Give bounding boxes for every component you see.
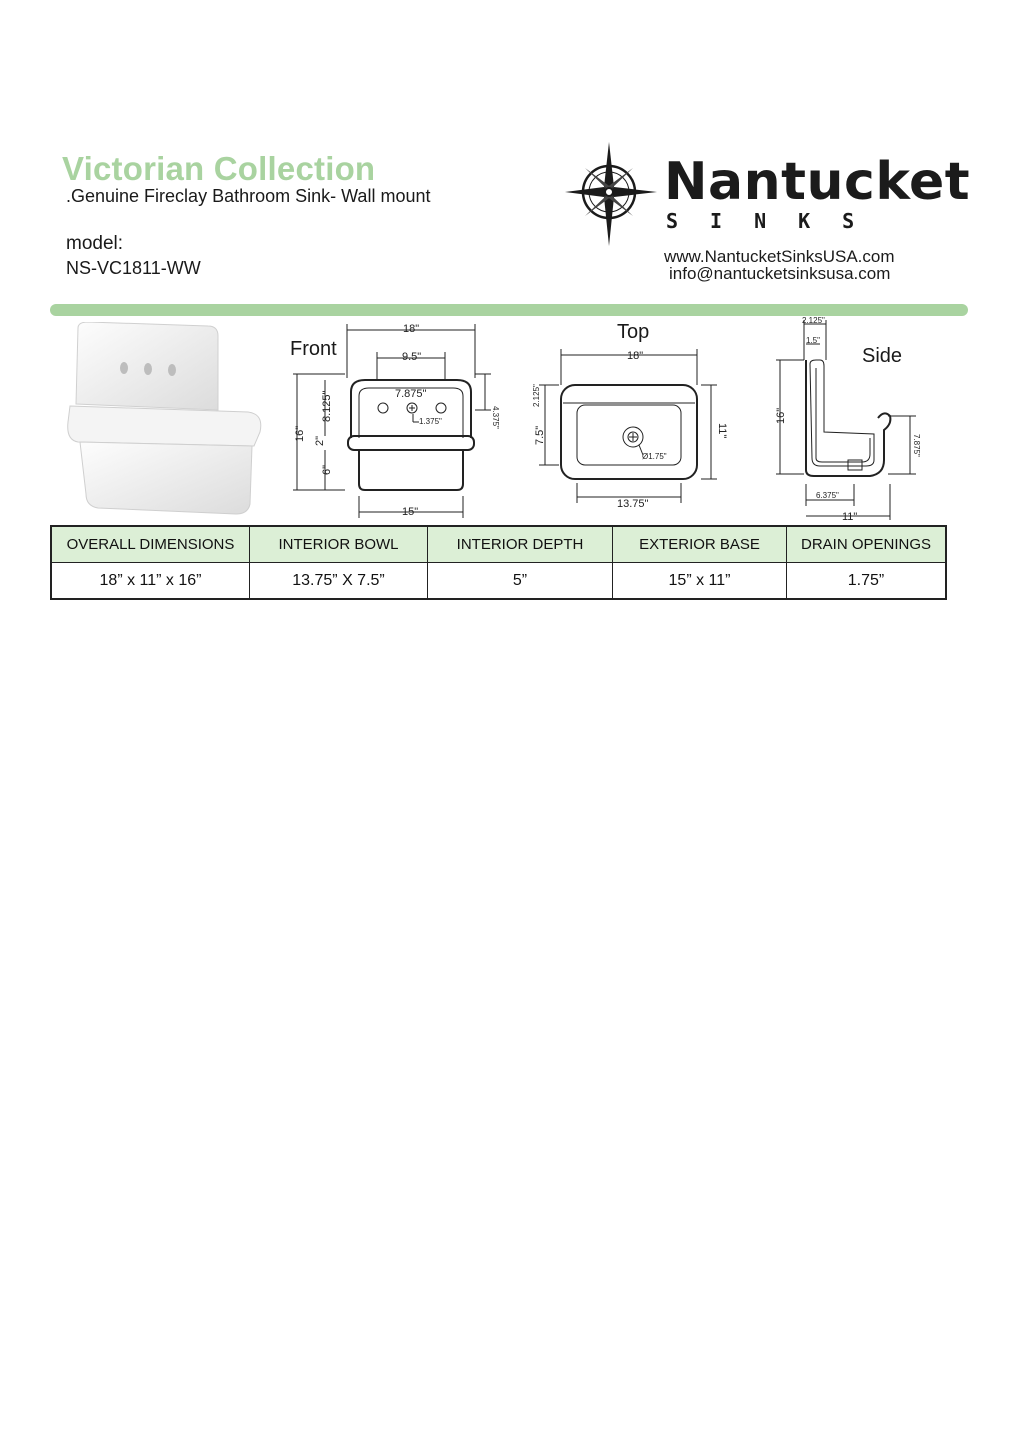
top-view-label: Top xyxy=(617,321,650,343)
value-interior-bowl: 13.75” X 7.5” xyxy=(250,563,428,600)
model-label: model: xyxy=(66,233,124,254)
top-view-drawing xyxy=(525,345,735,515)
front-dim-back-height: 8.125" xyxy=(321,390,333,422)
brand-subname: SINKS xyxy=(666,209,887,233)
side-dim-rim-height: 7.875" xyxy=(912,434,921,457)
front-dim-base-width: 15" xyxy=(402,506,419,518)
top-dim-bowl-width: 13.75" xyxy=(617,498,649,510)
value-overall-dimensions: 18” x 11” x 16” xyxy=(51,563,250,600)
top-dim-total-depth: 11" xyxy=(716,423,728,439)
front-view-label: Front xyxy=(290,338,337,360)
email-link[interactable]: info@nantucketsinksusa.com xyxy=(669,264,891,283)
side-dim-base-offset: 6.375" xyxy=(816,491,839,500)
side-dim-depth: 11" xyxy=(842,511,858,523)
top-dim-drain: Ø1.75" xyxy=(642,452,667,461)
side-dim-top-a: 2.125" xyxy=(802,316,825,325)
front-view-drawing xyxy=(285,318,500,523)
header-interior-depth: INTERIOR DEPTH xyxy=(428,526,613,563)
value-interior-depth: 5” xyxy=(428,563,613,600)
compass-rose-logo-icon xyxy=(565,142,661,248)
front-dim-height-total: 16" xyxy=(294,425,306,442)
table-row xyxy=(51,563,946,600)
front-dim-base-height: 6" xyxy=(321,464,333,475)
value-drain-openings: 1.75” xyxy=(787,563,947,600)
front-dim-hole-offset: 1.375" xyxy=(419,417,442,426)
model-number: NS-VC1811-WW xyxy=(66,258,201,278)
website-link[interactable]: www.NantucketSinksUSA.com xyxy=(664,247,895,266)
top-dim-width: 18" xyxy=(627,350,644,362)
front-dim-holes-spacing: 7.875" xyxy=(395,388,427,400)
value-exterior-base: 15” x 11” xyxy=(613,563,787,600)
brand-name: Nantucket xyxy=(664,152,971,212)
header-interior-bowl: INTERIOR BOWL xyxy=(250,526,428,563)
front-dim-width-top: 18" xyxy=(403,323,420,335)
header-overall-dimensions: OVERALL DIMENSIONS xyxy=(51,526,250,563)
header-exterior-base: EXTERIOR BASE xyxy=(613,526,787,563)
side-view-drawing xyxy=(770,314,930,524)
side-dim-top-b: 1.5" xyxy=(806,336,820,345)
side-dim-height: 16" xyxy=(775,407,787,424)
top-dim-back-depth: 2.125" xyxy=(532,384,541,407)
front-dim-inner-width: 9.5" xyxy=(402,351,422,363)
side-view-label: Side xyxy=(862,345,903,367)
product-subtitle: .Genuine Fireclay Bathroom Sink- Wall mount xyxy=(66,186,431,206)
front-dim-rim: 2" xyxy=(314,435,326,446)
header-drain-openings: DRAIN OPENINGS xyxy=(787,526,947,563)
collection-title: Victorian Collection xyxy=(62,150,376,187)
table-header-row xyxy=(51,526,946,563)
front-dim-side-right: 4.375" xyxy=(491,406,500,429)
top-dim-bowl-depth: 7.5" xyxy=(534,425,546,445)
sink-product-image xyxy=(58,322,266,518)
specifications-table xyxy=(50,525,947,600)
